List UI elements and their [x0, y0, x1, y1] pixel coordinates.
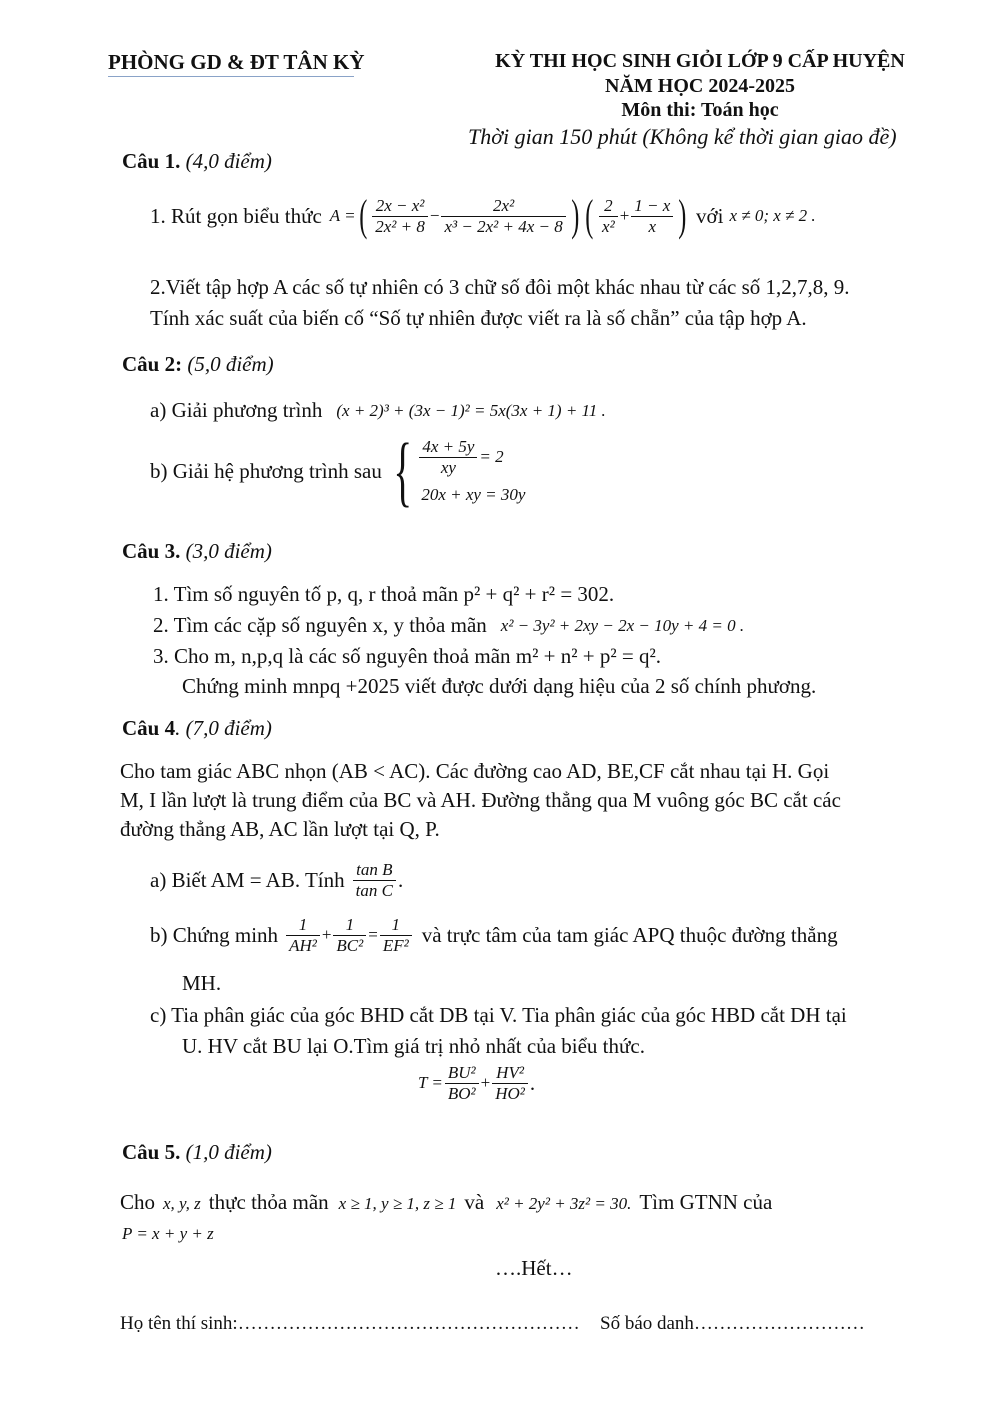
q5-line2: P = x + y + z [122, 1224, 214, 1243]
q3-part3-line1: 3. Cho m, n,p,q là các số nguyên thoả mãn m² + n² + p² = q². [153, 644, 662, 668]
question-2-heading: Câu 2: (5,0 điểm) [122, 352, 274, 376]
tan-ratio-fraction: $\frac{\text{tan B}}{\text{tan C}}$ [353, 860, 396, 900]
exam-year: NĂM HỌC 2024-2025 [605, 75, 795, 97]
q4-intro-line2: M, I lần lượt là trung điểm của BC và AH. Đường thẳng qua M vuông góc BC cắt các [120, 788, 841, 812]
q2-part-a: a) Giải phương trình (x + 2)³ + (3x − 1)² = 5x(3x + 1) + 11 . [150, 398, 606, 422]
q3-part2: 2. Tìm các cặp số nguyên x, y thỏa mãn x² − 3y² + 2xy − 2x − 10y + 4 = 0 . [153, 613, 745, 637]
q1-fraction-1: $\frac{\text{2x − x²}}{\text{2x² + 8}}$ [372, 196, 428, 236]
q4-part-a: a) Biết AM = AB. Tính $\frac{\text{tan B}}{\text{tan C}}$ . [150, 860, 404, 900]
q4-expression-T: T = $\frac{\text{BU²}}{\text{BO²}}$ + $\frac{\text{HV²}}{\text{HO²}}$ . [418, 1063, 536, 1103]
q4-part-c-line1: c) Tia phân giác của góc BHD cắt DB tại V. Tia phân giác của góc HBD cắt DH tại [150, 1003, 847, 1027]
exam-subject: Môn thi: Toán học [621, 99, 779, 121]
question-3-heading: Câu 3. (3,0 điểm) [122, 539, 272, 563]
candidate-name-label: Họ tên thí sinh:……………………………………………… [120, 1313, 580, 1334]
q4-intro-line1: Cho tam giác ABC nhọn (AB < AC). Các đường cao AD, BE,CF cắt nhau tại H. Gọi [120, 759, 830, 783]
q4-part-b-line2: MH. [182, 971, 222, 995]
question-4-heading: Câu 4. (7,0 điểm) [122, 716, 272, 740]
exam-title: KỲ THI HỌC SINH GIỎI LỚP 9 CẤP HUYỆN [495, 50, 905, 72]
department-name: PHÒNG GD & ĐT TÂN KỲ [108, 50, 365, 74]
q1-fraction-2: $\frac{\text{2x²}}{\text{x³ − 2x² + 4x − 8}}$ [441, 196, 565, 236]
q3-part1: 1. Tìm số nguyên tố p, q, r thoả mãn p² + q² + r² = 302. [153, 582, 615, 606]
q3-part3-line2: Chứng minh mnpq +2025 viết được dưới dạng hiệu của 2 số chính phương. [182, 674, 817, 698]
q1-fraction-4: $\frac{1 - x}{x}$ [631, 196, 673, 236]
q1-fraction-3: $\frac{2}{\text{x²}}$ [599, 196, 618, 236]
exam-time: Thời gian 150 phút (Không kể thời gian giao đề) [468, 124, 897, 149]
question-5-heading: Câu 5. (1,0 điểm) [122, 1140, 272, 1164]
question-1-heading: Câu 1. (4,0 điểm) [122, 149, 272, 173]
system-brace: { [393, 427, 412, 514]
q1-part2-line1: 2.Viết tập hợp A các số tự nhiên có 3 chữ số đôi một khác nhau từ các số 1,2,7,8, 9. [150, 275, 850, 299]
q4-part-c-line2: U. HV cắt BU lại O.Tìm giá trị nhỏ nhất của biểu thức. [182, 1034, 645, 1058]
end-marker: ….Hết… [495, 1256, 573, 1280]
q4-part-b: b) Chứng minh $\frac{1}{\text{AH²}}$ + $\frac{1}{\text{BC²}}$ = $\frac{1}{\text{EF²}}$ và trực tâm của tam giác APQ thuộc đường thẳng [150, 915, 838, 955]
q2-part-b: b) Giải hệ phương trình sau { $\frac{4x + 5y}{xy}$ = 2 20x + xy = 30y [150, 427, 526, 514]
q1-part1: 1. Rút gọn biểu thức A = ( $\frac{\text{2x − x²}}{\text{2x² + 8}}$ − $\frac{\text{2x²}}{\text{x³ − 2x² + 4x − 8}}$ ) ( $\frac{2}{\text{x²}}$ + $\frac{1 - x}{x}$ ) với x ≠ 0; x ≠ 2 . [150, 191, 816, 240]
q5-line1: Cho x, y, z thực thỏa mãn x ≥ 1, y ≥ 1, z ≥ 1 và x² + 2y² + 3z² = 30. Tìm GTNN của [120, 1190, 773, 1214]
q1-part2-line2: Tính xác suất của biến cố “Số tự nhiên được viết ra là số chẵn” của tập hợp A. [150, 306, 807, 330]
q4-intro-line3: đường thẳng AB, AC lần lượt tại Q, P. [120, 817, 440, 841]
candidate-id-label: Số báo danh……………………… [600, 1313, 865, 1334]
header-underline [108, 76, 354, 77]
